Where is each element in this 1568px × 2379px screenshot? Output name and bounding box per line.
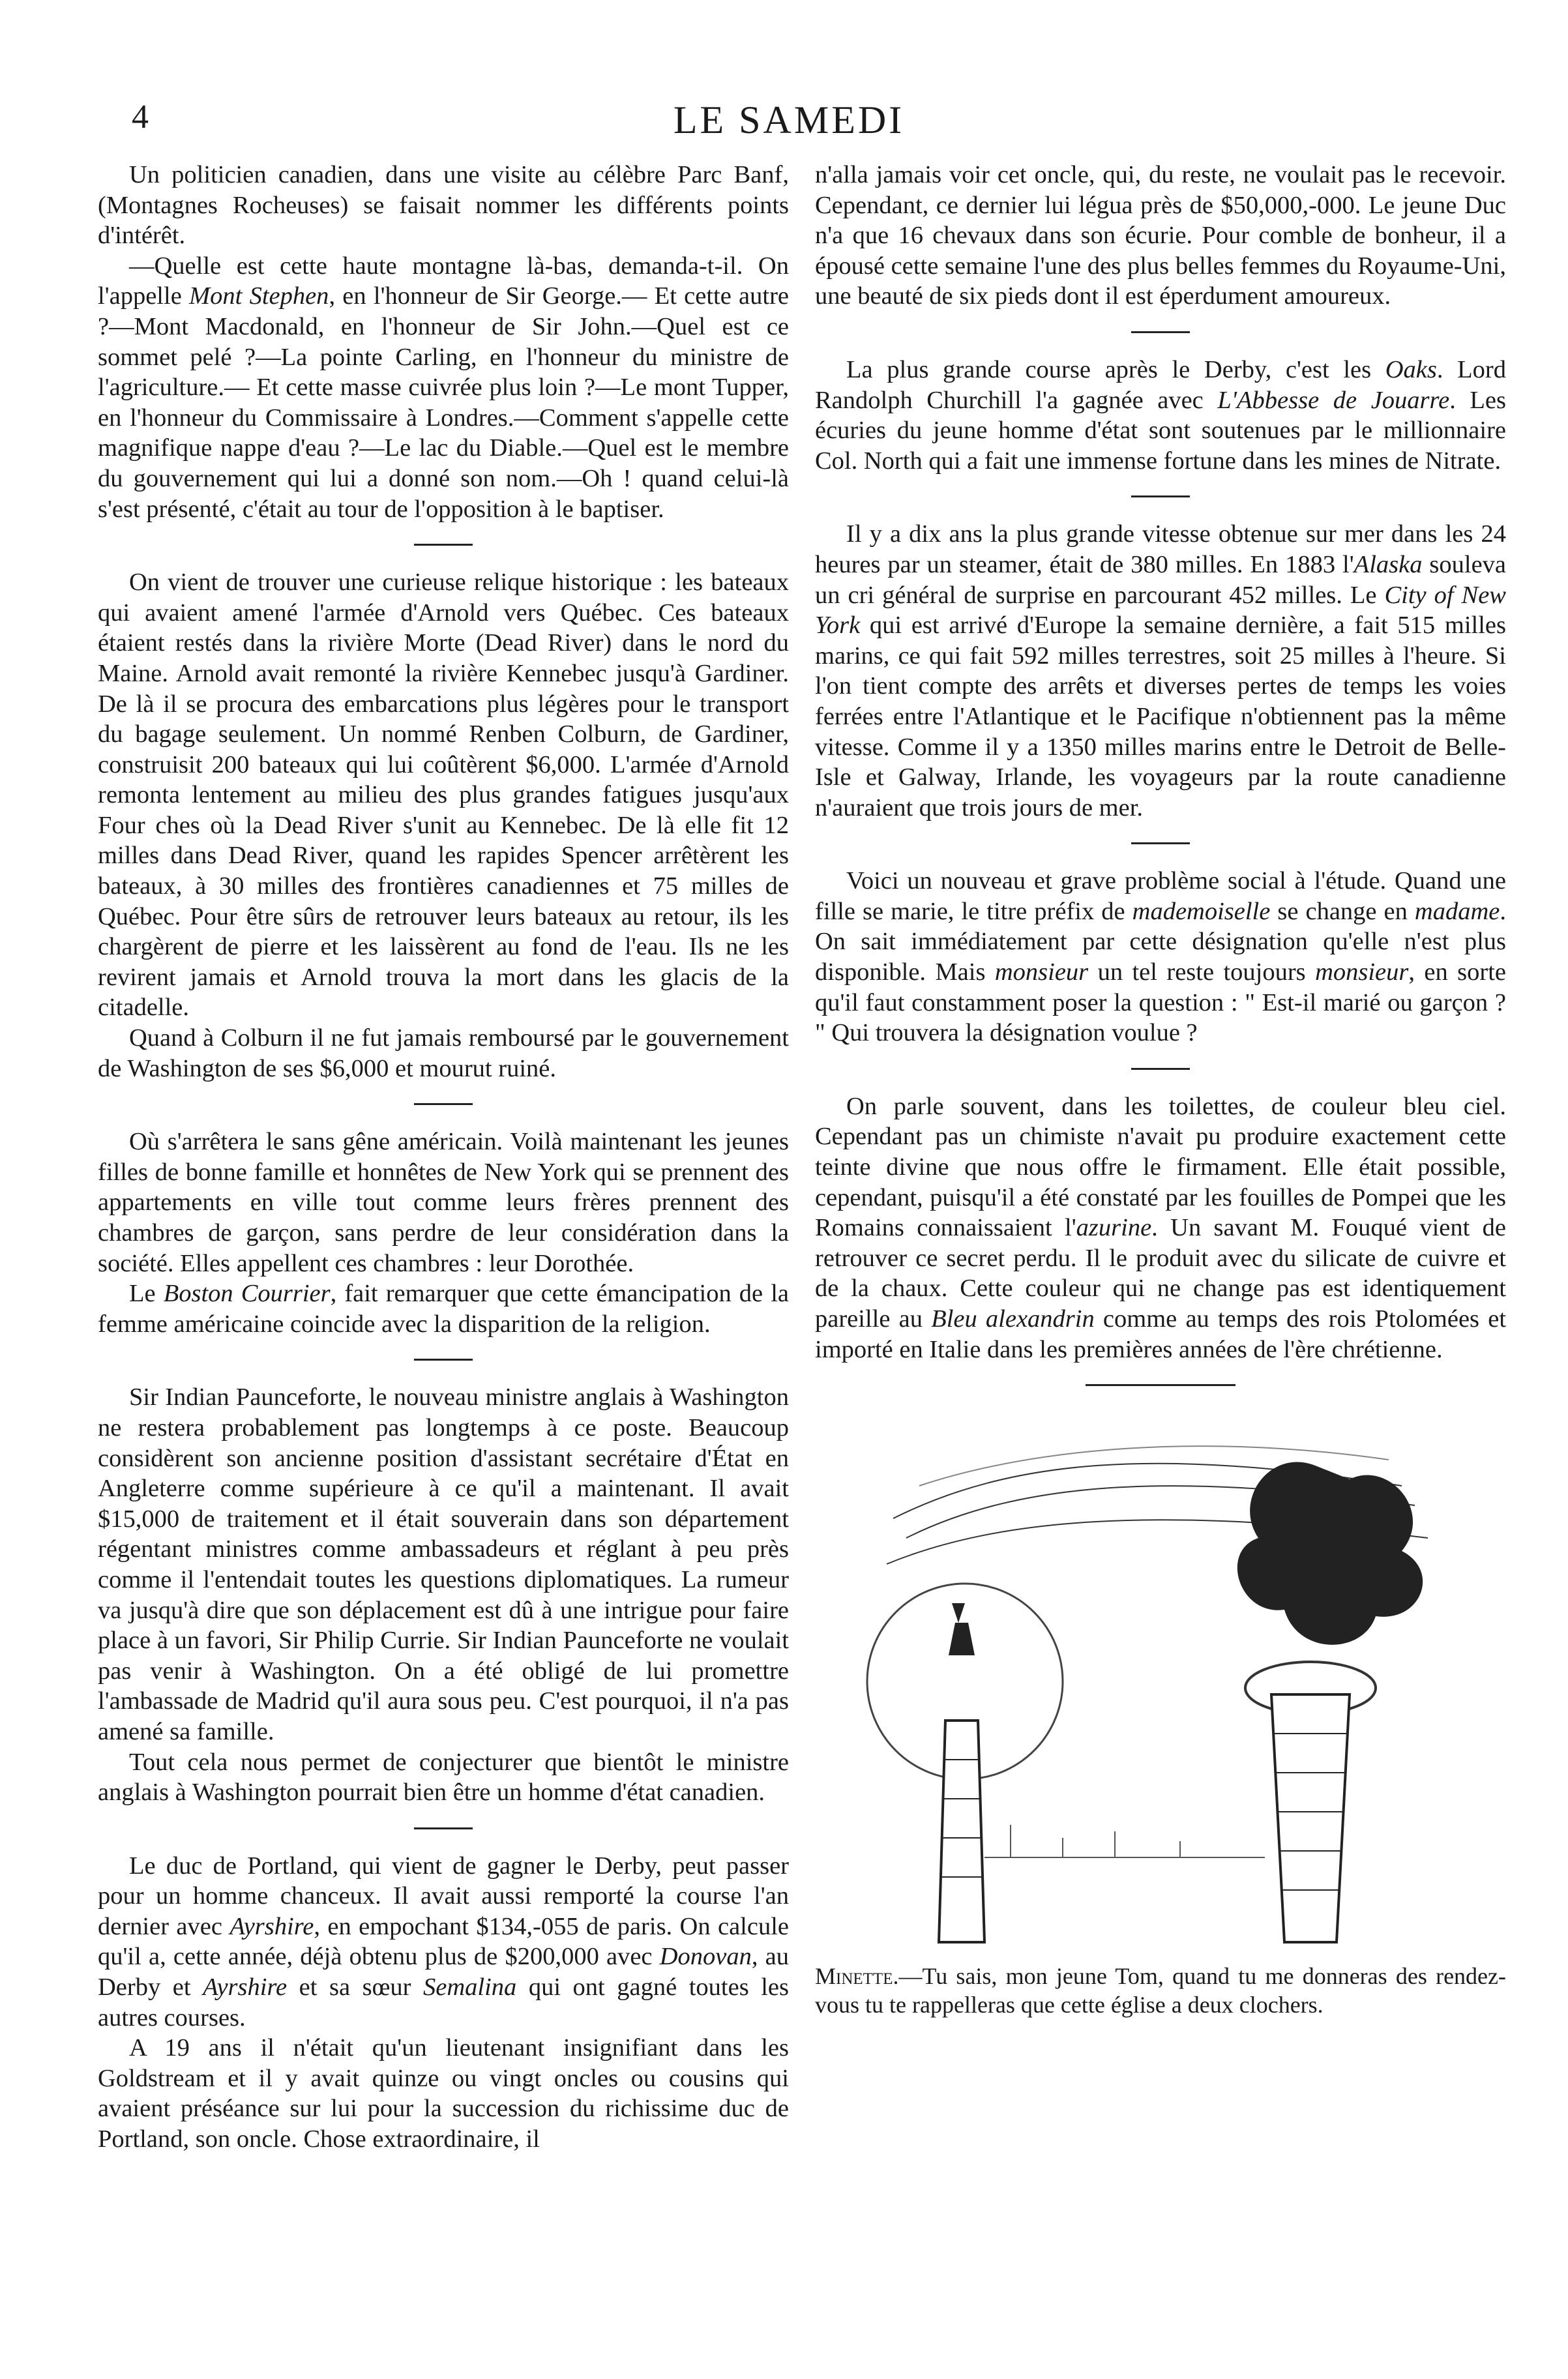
article-portland-continued: n'alla jamais voir cet oncle, qui, du reste, ne voulait pas le recevoir. Cependant, ce dernier lui légua près de $50,000,-000. Le jeune Duc n'a que 16 chevaux dans son écurie. Pour comble de bonheur, il a épousé cette semaine l'une des plus belles femmes du Royaume-Uni, une beauté de six pieds dont il est éperdument amoureux. — [815, 161, 1506, 310]
caption-speaker: Minette. — [815, 1963, 899, 1990]
separator-rule — [1131, 495, 1190, 497]
separator-rule — [414, 1827, 473, 1829]
cartoon-drawing — [815, 1408, 1506, 1962]
article-arnold-p2: Quand à Colburn il ne fut jamais remboursé par le gouvernement de Washington de ses $6,000 et mourut ruiné. — [98, 1024, 789, 1082]
article-new-york-p2: Le Boston Courrier, fait remarquer que cette émancipation de la femme américaine coincide avec la disparition de la religion. — [98, 1280, 790, 1338]
article-politicien-p2: —Quelle est cette haute montagne là-bas, demanda-t-il. On l'appelle Mont Stephen, en l'honneur de Sir George.— Et cette autre ?—Mont Macdonald, en l'honneur de Sir John.—Quel est ce sommet pelé ?—La pointe Carling, en l'honneur du ministre de l'agriculture.— Et cette masse cuivrée plus loin ?—Le mont Tupper, en l'honneur du Commissaire à Londres.—Comment s'appelle cette magnifique nappe d'eau ?—Le lac du Diable.—Quel est le membre du gouvernement qui lui a donné son nom.—Oh ! quand celui-là s'est présenté, c'était au tour de l'opposition à le baptiser. — [98, 252, 789, 523]
left-spire — [939, 1721, 984, 1942]
right-column — [815, 160, 1506, 2019]
separator-rule — [1131, 1068, 1190, 1070]
article-mademoiselle: Voici un nouveau et grave problème social à l'étude. Quand une fille se marie, le titre préfix de mademoiselle se change en madame. On sait immédiatement par cette désignation qu'elle n'est plus disponible. Mais monsieur un tel reste toujours monsieur, en sorte qu'il faut constamment poser la question : " Est-il marié ou garçon ? " Qui trouvera la désignation voulue ? — [815, 867, 1506, 1047]
article-vitesse: Il y a dix ans la plus grande vitesse obtenue sur mer dans les 24 heures par un steamer, était de 380 milles. En 1883 l'Alaska souleva un cri général de surprise en parcourant 452 milles. Le City of New York qui est arrivé d'Europe la semaine dernière, a fait 515 milles marins, ce qui fait 592 milles terrestres, soit 25 milles à l'heure. Si l'on tient compte des arrêts et diverses pertes de temps les voies ferrées entre l'Atlantique et le Pacifique n'obtiennent pas la même vitesse. Comme il y a 1350 milles marins entre le Detroit de Belle-Isle et Galway, Irlande, les voyageurs par la route canadienne n'auraient que trois jours de mer. — [815, 520, 1506, 821]
article-arnold-p1: On vient de trouver une curieuse relique historique : les bateaux qui avaient amené l'armée d'Arnold vers Québec. Ces bateaux étaient restés dans la rivière Morte (Dead River) dans le nord du Maine. Arnold avait remonté la rivière Kennebec jusqu'à Gardiner. De là il se procura des embarcations plus légères pour le transport du bagage seulement. Un nommé Renben Colburn, de Gardiner, construisit 200 bateaux qui lui coûtèrent $6,000. L'armée d'Arnold remonta lentement au milieu des plus grandes fatigues jusqu'aux Four ches où la Dead River s'unit au Kennebec. De là elle fit 12 milles dans Dead River, quand les rapides Spencer arrêtèrent les bateaux, à 30 milles des frontières canadiennes et 75 milles de Québec. Pour être sûrs de retrouver leurs bateaux au retour, ils les chargèrent de pierre et les laissèrent au fond de l'eau. Ils ne les revirent jamais et Arnold trouva la mort dans les glacis de la citadelle. — [98, 569, 789, 1022]
article-new-york-p1: Où s'arrêtera le sans gêne américain. Voilà maintenant les jeunes filles de bonne famille et honnêtes de New York qui se prennent des appartements en ville tout comme leurs frères prennent des chambres de garçon, sans perdre de leur considération dans la société. Elles appellent ces chambres : leur Dorothée. — [98, 1128, 789, 1277]
article-portland-p1: Le duc de Portland, qui vient de gagner le Derby, peut passer pour un homme chanceux. Il avait aussi remporté la course l'an dernier avec Ayrshire, en empochant $134,-055 de paris. On calcule qu'il a, cette année, déjà obtenu plus de $200,000 avec Donovan, au Derby et Ayrshire et sa sœur Semalina qui ont gagné toutes les autres courses. — [98, 1852, 790, 2032]
right-spire — [1271, 1694, 1350, 1942]
separator-rule — [414, 1359, 473, 1361]
left-spire-statue — [949, 1623, 975, 1655]
page-number: 4 — [132, 98, 149, 136]
separator-rule-long — [1086, 1384, 1235, 1386]
separator-rule — [1131, 842, 1190, 844]
bird-figure — [1237, 1462, 1423, 1645]
cartoon-caption — [815, 1962, 1506, 2019]
separator-rule — [414, 1103, 473, 1105]
article-portland-p2: A 19 ans il n'était qu'un lieutenant insignifiant dans les Goldstream et il y avait quinze ou vingt oncles ou cousins qui avaient préséance sur lui pour la succession du richissime duc de Portland, son oncle. Chose extraordinaire, il — [98, 2034, 789, 2153]
article-politicien-p1: Un politicien canadien, dans une visite au célèbre Parc Banf, (Montagnes Rocheuses) se faisait nommer les différents points d'intérêt. — [98, 161, 789, 250]
page-header — [78, 98, 1500, 150]
newspaper-title: LE SAMEDI — [673, 98, 905, 141]
cartoon-illustration — [815, 1408, 1506, 1962]
article-paunceforte-p2: Tout cela nous permet de conjecturer que bientôt le ministre anglais à Washington pourrait bien être un homme d'état canadien. — [98, 1748, 789, 1807]
separator-rule — [414, 544, 473, 546]
caption-text: —Tu sais, mon jeune Tom, quand tu me donneras des rendez-vous tu te rappelleras que cette église a deux clochers. — [815, 1963, 1506, 2018]
article-paunceforte-p1: Sir Indian Paunceforte, le nouveau ministre anglais à Washington ne restera probablement pas longtemps à ce poste. Beaucoup considèrent son ancienne position d'assistant secrétaire d'État en Angleterre comme supérieure à ce qu'il a maintenant. Il avait $15,000 de traitement et il était souverain dans son département régentant ministres comme ambassadeurs et réglant à peu près comme il l'entendait toutes les questions diplomatiques. La rumeur va jusqu'à dire que son déplacement est dû à une intrigue pour faire place à un favori, Sir Philip Currie. Sir Indian Paunceforte ne voulait pas venir à Washington. On a été obligé de lui promettre l'ambassade de Madrid qu'il aura sous peu. C'est pourquoi, il n'a pas amené sa famille. — [98, 1383, 789, 1745]
separator-rule — [1131, 331, 1190, 333]
article-oaks: La plus grande course après le Derby, c'est les Oaks. Lord Randolph Churchill l'a gagnée avec L'Abbesse de Jouarre. Les écuries du jeune homme d'état sont soutenues par le millionnaire Col. North qui a fait une immense fortune dans les mines de Nitrate. — [815, 355, 1506, 475]
article-bleu-ciel: On parle souvent, dans les toilettes, de couleur bleu ciel. Cependant pas un chimiste n'avait pu produire exactement cette teinte divine que nous offre le firmament. Elle était possible, cependant, puisqu'il a été constaté par les fouilles de Pompei que les Romains connaissaient l'azurine. Un savant M. Fouqué vient de retrouver ce secret perdu. Il le produit avec du silicate de cuivre et de la chaux. Cette couleur qui ne change pas est identiquement pareille au Bleu alexandrin comme au temps des rois Ptolomées et importé en Italie dans les premières années de l'ère chrétienne. — [815, 1092, 1507, 1363]
left-column — [98, 160, 789, 2155]
